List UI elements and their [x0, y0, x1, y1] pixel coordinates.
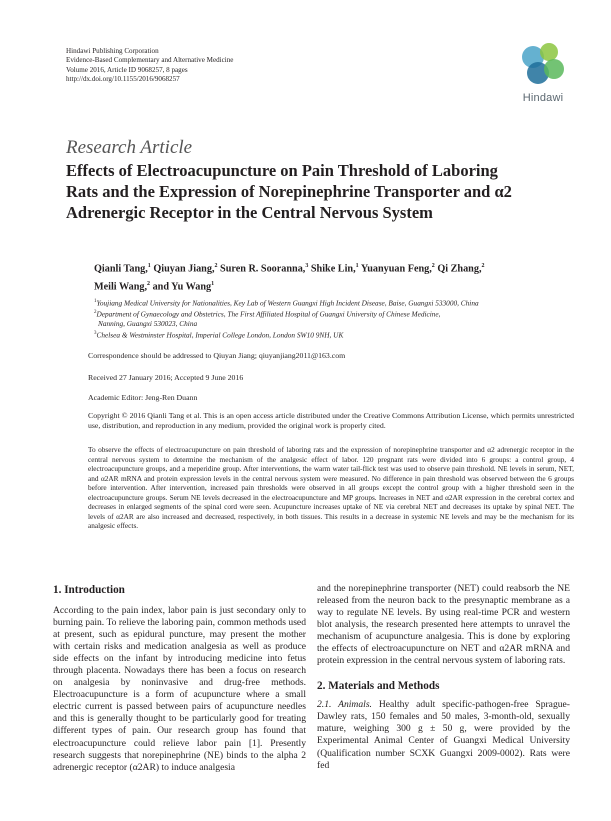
section-heading: 1. Introduction [53, 584, 125, 596]
author-list [94, 259, 574, 295]
affiliation-mark: 1 [94, 299, 97, 304]
author-name: Qiuyan Jiang, [153, 263, 215, 275]
doi-link[interactable]: http://dx.doi.org/10.1155/2016/9068257 [66, 75, 180, 84]
journal-header [66, 47, 233, 85]
body-paragraph: According to the pain index, labor pain is just secondary only to burning pain. To relieve the laboring pain, common methods used at present, such as epidural puncture, may present the mother with certain risks and medication analgesia as well as produce side effects on the infant by introducing medicine into fetus through placenta. Nowadays there has been a focus on research on analgesia by noninvasive and drug-free methods. Electroacupuncture is a form of acupuncture where a small electric current is passed between pairs of acupuncture needles and this is generally thought to be particularly good for treating different types of pain. Our research group has found that electroacupuncture could relieve labor pain [1]. Presently research suggests that norepinephrine (NE) binds to the alpha 2 adrenergic receptor (α2AR) to induce analgesia [53, 605, 306, 773]
affiliation-list [94, 297, 574, 340]
received-dates: Received 27 January 2016; Accepted 9 June 2016 [88, 373, 244, 382]
author-name: Qi Zhang, [437, 263, 482, 275]
author-affil-mark: 2 [214, 263, 218, 269]
correspondence-line: Correspondence should be addressed to Qiuyan Jiang; qiuyanjiang2011@163.com [88, 351, 346, 360]
article-title [66, 160, 571, 223]
section-heading: 2. Materials and Methods [317, 680, 440, 693]
body-paragraph [317, 699, 570, 771]
author-name: Suren R. Sooranna, [220, 263, 306, 275]
author-affil-mark: 1 [147, 263, 151, 269]
hindawi-logo-icon [516, 42, 570, 90]
volume-info: Volume 2016, Article ID 9068257, 8 pages [66, 65, 188, 74]
copyright-notice: Copyright © 2016 Qianli Tang et al. This is an open access article distributed under the Creative Commons Attribution License, which permits unrestricted use, distribution, and reproduction in any medium, provided the original work is properly cited. [88, 411, 574, 430]
subsection-text: Healthy adult specific-pathogen-free Sprague-Dawley rats, 150 females and 50 males, 3-month-old, sexually mature, weighing 300 g ± 50 g, were provided by the Experimental Animal Center of Guangxi Medical University (Qualification number SCXK Guangxi 2009-0002). Rats were fed [317, 699, 570, 771]
title-line: Rats and the Expression of Norepinephrine Transporter and α2 [66, 182, 512, 201]
affiliation-continuation: Nanning, Guangxi 530023, China [98, 319, 198, 329]
subsection-heading: 2.1. Animals. [317, 699, 372, 711]
author-affil-mark: 2 [147, 280, 151, 287]
author-name: Shike Lin, [310, 263, 356, 275]
publisher-name: Hindawi Publishing Corporation [66, 47, 159, 55]
author-line [94, 259, 574, 277]
author-line [94, 277, 574, 295]
academic-editor: Academic Editor: Jeng-Ren Duann [88, 393, 198, 402]
affiliation-item [94, 308, 574, 319]
author-name: Yuanyuan Feng, [360, 263, 432, 275]
author-affil-mark: 1 [211, 280, 215, 287]
author-name: Meili Wang, [94, 281, 148, 293]
author-name: and Yu Wang [152, 281, 212, 293]
left-column [53, 583, 306, 774]
affiliation-text: Chelsea & Westminster Hospital, Imperial College London, London SW10 9NH, UK [96, 330, 344, 340]
author-affil-mark: 2 [431, 263, 435, 269]
author-name: Qianli Tang, [94, 263, 148, 275]
title-line: Adrenergic Receptor in the Central Nervous System [66, 203, 433, 222]
affiliation-mark: 3 [94, 331, 97, 337]
affiliation-item [94, 297, 574, 308]
author-affil-mark: 1 [355, 263, 359, 269]
logo-wordmark: Hindawi [522, 92, 564, 104]
body-paragraph: and the norepinephrine transporter (NET) could reabsorb the NE released from the neuron back to the presynaptic membrane as a way to regulate NE levels. By using real-time PCR and western blot analysis, the research presented here attempts to unravel the mechanism of acupuncture analgesia. This is done by exploring the effects of electroacupuncture on NET and α2AR mRNA and protein expression in the central nervous system of laboring rats. [317, 583, 570, 667]
affiliation-text: Youjiang Medical University for Nationalities, Key Lab of Western Guangxi High Incident Disease, Baise, Guangxi 533000, China [96, 298, 479, 308]
hindawi-logo [514, 42, 572, 104]
affiliation-mark: 2 [94, 310, 97, 316]
author-affil-mark: 2 [481, 263, 485, 269]
abstract-text: To observe the effects of electroacupuncture on pain threshold of laboring rats and the expression of norepinephrine transporter and α2 adrenergic receptor in the central nervous system to determine the mechanism of the analgesic effect of labor. 120 pregnant rats were divided into 6 groups: a control group, 4 electroacupuncture groups, and a meperidine group. After interventions, the warm water tail-flick test was used to observe pain threshold. NE levels in serum, NET, and α2AR mRNA and protein expression levels in the central nervous system were measured. No difference in pain threshold was observed between the 6 groups before intervention. After intervention, increased pain thresholds were observed in all groups except the control group with a higher threshold seen in the electroacupuncture groups. Serum NE levels decreased in the electroacupuncture and MP groups. Increases in NET and α2AR expression in the cerebral cortex and decreases in enlarged segments of the spinal cord were seen. Acupuncture increases uptake of NE via cerebral NET and decreases its uptake by spinal NET. The levels of α2AR are also increased and decreased, respectively, in both tissues. This results in a decrease in systemic NE levels and may be the mechanism for its analgesic effects. [88, 445, 574, 531]
right-column [317, 583, 570, 772]
affiliation-item [94, 329, 574, 340]
author-affil-mark: 3 [305, 263, 309, 269]
affiliation-text: Department of Gynaecology and Obstetrics, The First Affiliated Hospital of Guangxi University of Chinese Medicine, [96, 309, 441, 319]
title-line: Effects of Electroacupuncture on Pain Threshold of Laboring [66, 161, 498, 180]
journal-name: Evidence-Based Complementary and Alternative Medicine [66, 56, 234, 65]
article-type: Research Article [66, 137, 193, 158]
